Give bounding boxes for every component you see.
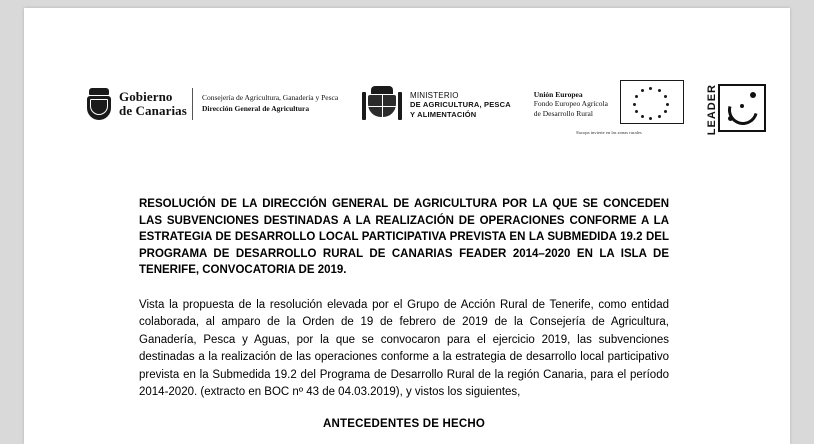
resolution-paragraph: Vista la propuesta de la resolución elevada por el Grupo de Acción Rural de Tenerife, como entidad colaborada, al amparo de la Orden de 19 de febrero de 2019 de la Consejería de Agricultura, Ganadería, Pesca y Aguas, por la que se convocaron para el ejercicio 2019, las subvenciones destinadas a la realización de las operaciones conforme a la estrategia de desarrollo local participativo prevista en la Submedida 19.2 del Programa de Desarrollo Rural de la región Canaria, para el período 2014-2020. (extracto en BOC nº 43 de 04.03.2019), y vistos los siguientes, (139, 298, 669, 398)
eu-flag-icon (620, 80, 684, 124)
ministerio-logo (362, 86, 511, 124)
union-europea-logo (529, 80, 689, 135)
consejeria-line1: Consejería de Agricultura, Ganadería y Pesca (202, 93, 339, 102)
consejeria-line2: Dirección General de Agricultura (202, 104, 310, 113)
escudo-espana-icon (362, 86, 402, 124)
ue-wordmark (534, 86, 612, 119)
ministerio-line2: DE AGRICULTURA, PESCA (410, 100, 511, 110)
ue-line1: Unión Europea (533, 89, 583, 99)
ministerio-line3: Y ALIMENTACIÓN (410, 109, 477, 119)
document-page (24, 8, 790, 444)
section-heading-antecedentes: ANTECEDENTES DE HECHO (322, 417, 486, 430)
leader-logo (704, 84, 766, 135)
resolution-title: RESOLUCIÓN DE LA DIRECCIÓN GENERAL DE AGRICULTURA POR LA QUE SE CONCEDEN LAS SUBVENCIONES DESTINADAS A LA REALIZACIÓN DE OPERACIONES CONFORME A LA ESTRATEGIA DE DESARROLLO LOCAL PARTICIPATIVA PREVISTA EN LA SUBMEDIDA 19.2 DEL PROGRAMA DE DESARROLLO RURAL DE CANARIAS FEADER 2014–2020 EN LA ISLA DE TENERIFE, CONVOCATORIA DE 2019. (139, 198, 669, 276)
canarias-line1: Gobierno (119, 89, 173, 104)
document-header (24, 76, 790, 146)
ue-note: Europa invierte en las zonas rurales (576, 130, 642, 135)
ministerio-line1: MINISTERIO (410, 90, 459, 100)
consejeria-text (202, 92, 362, 114)
leader-mark-icon (718, 84, 766, 132)
canarias-line2: de Canarias (119, 103, 187, 118)
gobierno-de-canarias-logo (86, 88, 187, 120)
leader-label: LEADER (706, 84, 718, 136)
canarias-shield-icon (86, 88, 112, 120)
ue-line2: Fondo Europeo Agrícola (533, 99, 608, 109)
document-body (139, 196, 669, 430)
ministerio-wordmark (410, 91, 511, 120)
ue-line3: de Desarrollo Rural (533, 108, 593, 118)
canarias-wordmark (119, 90, 187, 118)
header-divider (192, 88, 193, 120)
